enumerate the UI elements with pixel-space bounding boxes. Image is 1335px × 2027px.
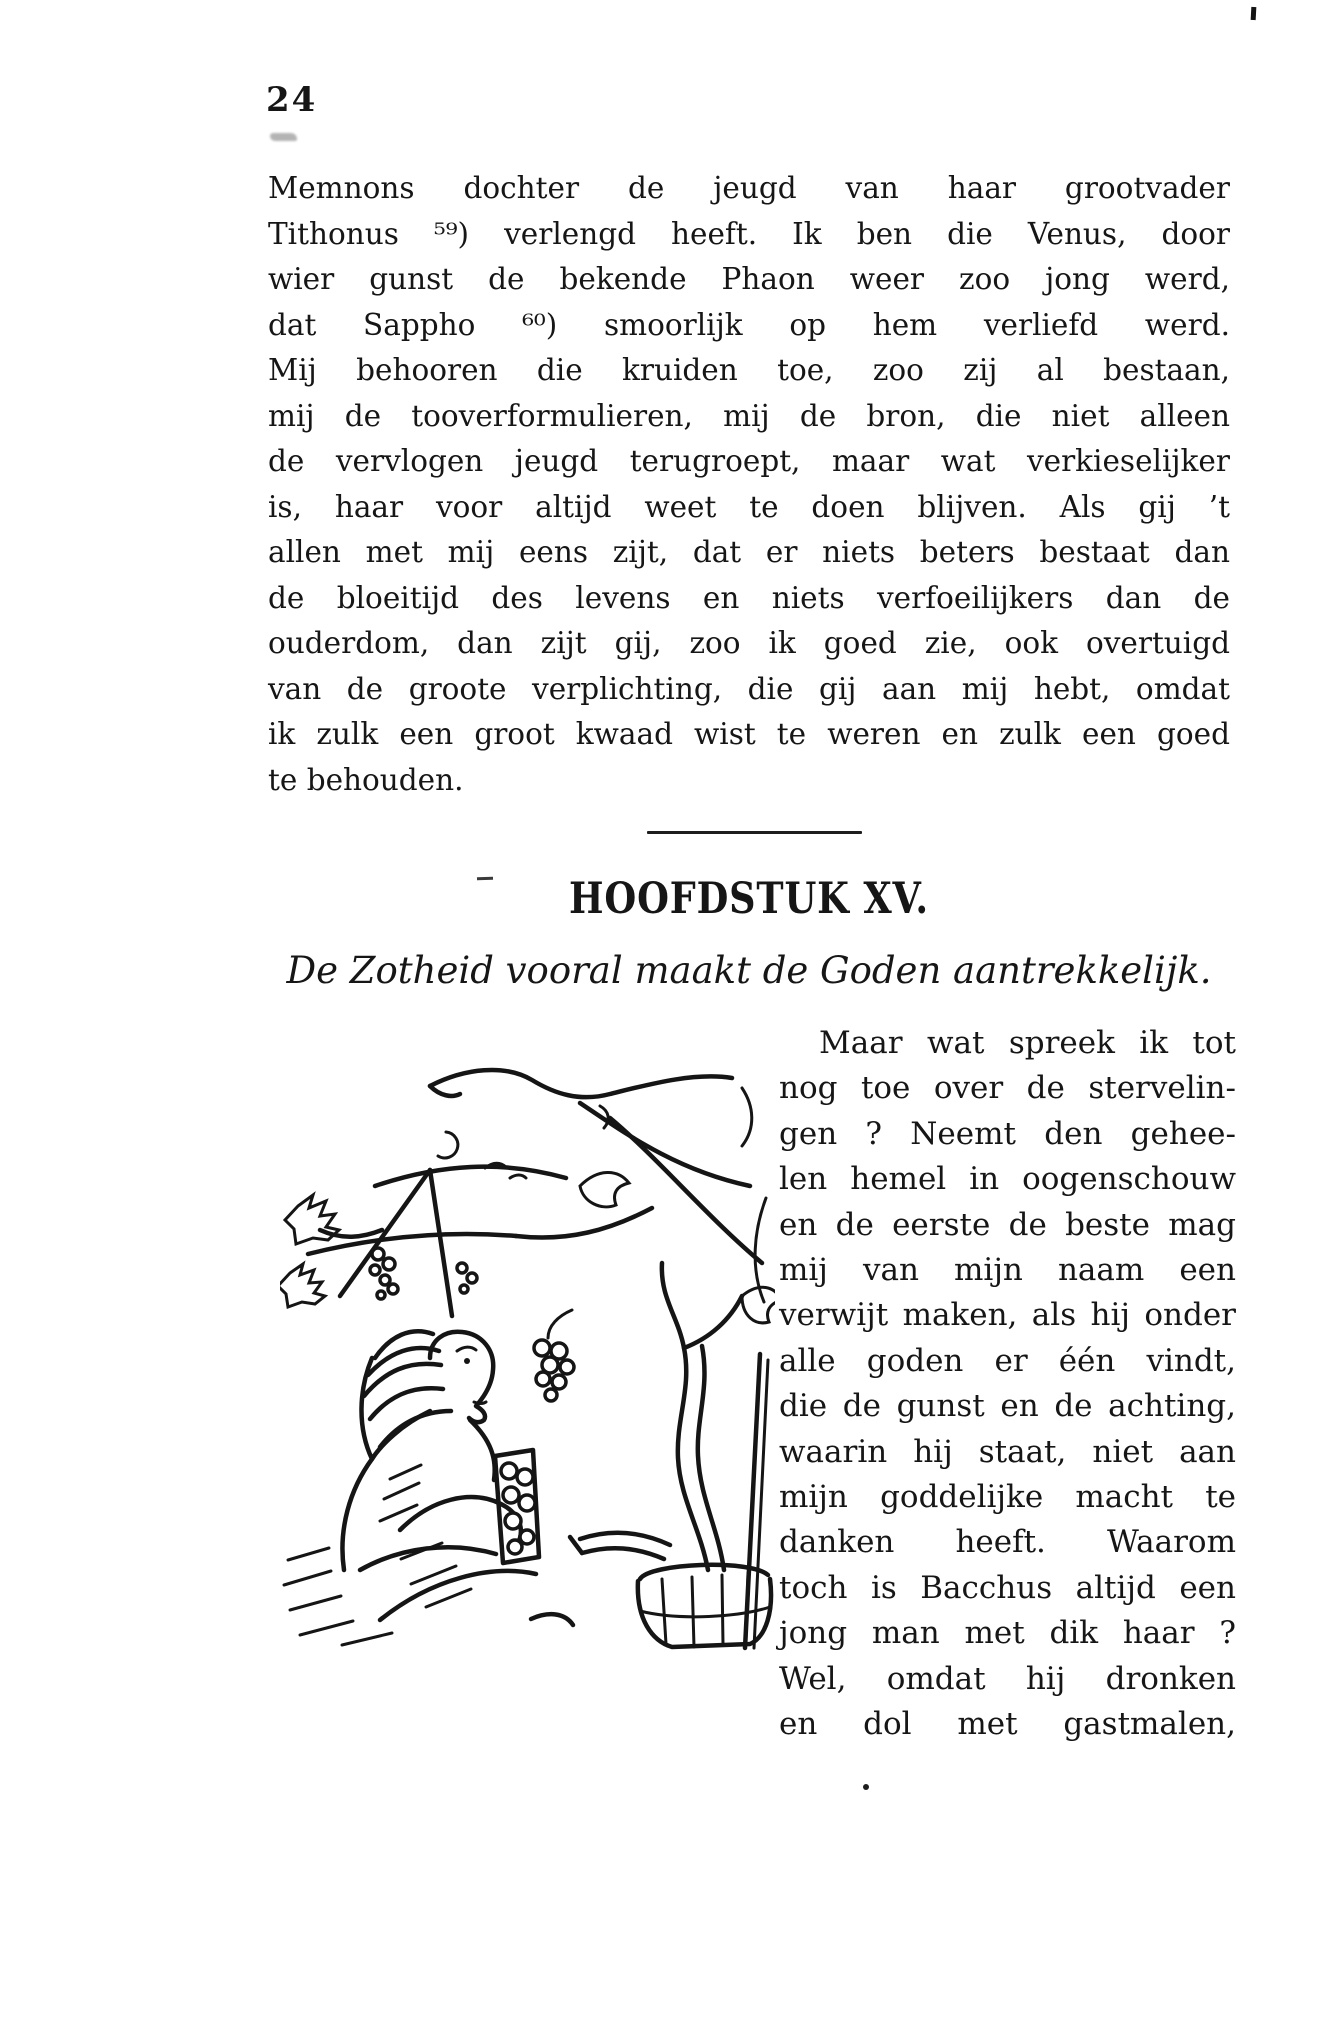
chapter-heading: HOOFDSTUK XV. — [569, 874, 929, 924]
bacchus-grapevine-woodcut — [280, 1058, 775, 1655]
intro-line: is, haar voor altijd weet te doen blijven. Als gij ’t — [268, 489, 1230, 524]
intro-line: ouderdom, dan zijt gij, zoo ik goed zie, ook overtuigd — [268, 626, 1230, 660]
woodcut-illustration — [280, 1058, 775, 1655]
body-line: jong man met dik haar ? — [779, 1615, 1236, 1652]
body-line: en dol met gastmalen, — [779, 1706, 1236, 1743]
scan-artifact-corner — [1251, 7, 1257, 20]
chapter-subtitle: De Zotheid vooral maakt de Goden aantrekkelijk. — [286, 949, 1212, 992]
intro-line: Tithonus ⁵⁹) verlengd heeft. Ik ben die Venus, door — [268, 216, 1230, 251]
intro-line: dat Sappho ⁶⁰) smoorlijk op hem verliefd werd. — [268, 307, 1230, 342]
grape-cluster — [534, 1310, 574, 1401]
body-line: verwijt maken, als hij onder — [779, 1297, 1236, 1334]
body-line: nog toe over de stervelin- — [779, 1070, 1236, 1107]
body-line: danken heeft. Waarom — [779, 1524, 1236, 1561]
body-line: len hemel in oogenschouw — [779, 1161, 1236, 1198]
intro-line: ik zulk een groot kwaad wist te weren en zulk een goed — [268, 717, 1230, 751]
intro-line: van de groote verplichting, die gij aan mij hebt, omdat — [268, 671, 1230, 706]
body-line: die de gunst en de achting, — [779, 1388, 1236, 1425]
top-branch-sweep — [430, 1070, 766, 1302]
body-line: en de eerste de beste mag — [779, 1206, 1236, 1243]
body-line: waarin hij staat, niet aan — [779, 1433, 1236, 1470]
intro-line: de vervlogen jeugd terugroept, maar wat verkieselijker — [268, 444, 1230, 478]
intro-line: wier gunst de bekende Phaon weer zoo jong werd, — [268, 262, 1230, 296]
body-line: mij van mijn naam een — [779, 1252, 1236, 1289]
body-line: Wel, omdat hij dronken — [779, 1660, 1236, 1697]
intro-line: te behouden. — [268, 762, 464, 797]
scan-artifact-dot — [863, 1784, 869, 1790]
intro-line: Mij behooren die kruiden toe, zoo zij al bestaan, — [268, 353, 1230, 387]
chapter-body-column — [779, 1021, 1236, 1748]
intro-line: de bloeitijd des levens en niets verfoeilijkers dan de — [268, 580, 1230, 615]
wine-tub — [638, 1565, 771, 1647]
body-line: alle goden er één vindt, — [779, 1342, 1236, 1379]
section-divider-rule — [647, 831, 862, 834]
body-line: mijn goddelijke macht te — [779, 1479, 1236, 1516]
intro-line: allen met mij eens zijt, dat er niets beters bestaat dan — [268, 535, 1230, 569]
vine-trellis — [280, 1167, 652, 1316]
intro-line: Memnons dochter de jeugd van haar grootvader — [268, 171, 1230, 205]
body-line: toch is Bacchus altijd een — [779, 1569, 1236, 1606]
body-line: Maar wat spreek ik tot — [819, 1025, 1236, 1061]
ink-smudge — [270, 133, 297, 141]
intro-paragraph — [268, 166, 1230, 803]
intro-line: mij de tooverformulieren, mij de bron, die niet alleen — [268, 398, 1230, 433]
page-number: 24 — [266, 80, 318, 120]
vine-trunk — [570, 1263, 775, 1648]
body-line: gen ? Neemt den gehee- — [779, 1115, 1236, 1152]
